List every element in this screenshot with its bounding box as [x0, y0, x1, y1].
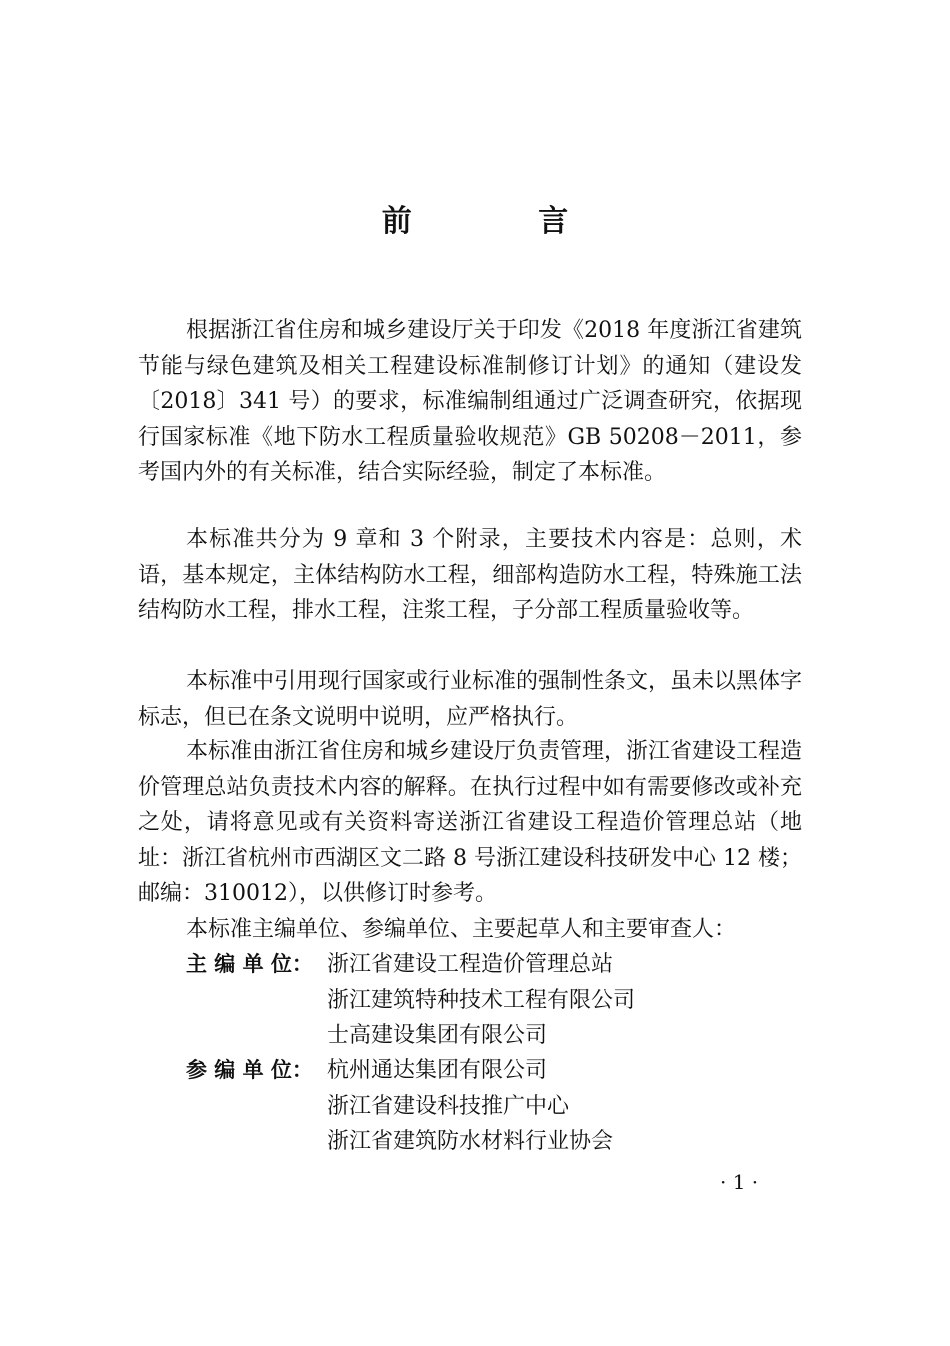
chief-unit-name: 浙江省建设工程造价管理总站	[327, 952, 614, 977]
paragraph-contributors-intro: 本标准主编单位、参编单位、主要起草人和主要审查人：	[186, 917, 737, 942]
page-number: · 1 ·	[720, 1170, 759, 1194]
paragraph-contents: 本标准共分为 9 章和 3 个附录，主要技术内容是：总则，术语，基本规定，主体结构防水工程，细部构造防水工程，特殊施工法结构防水工程，排水工程，注浆工程，子分部工程质量验收等。	[138, 527, 802, 623]
page-title: 前 言	[381, 204, 627, 239]
participating-unit-name: 浙江省建筑防水材料行业协会	[327, 1129, 614, 1154]
participating-unit-name: 杭州通达集团有限公司	[327, 1058, 548, 1083]
paragraph-basis: 根据浙江省住房和城乡建设厅关于印发《2018 年度浙江省建筑节能与绿色建筑及相关工程建设标准制修订计划》的通知（建设发〔2018〕341 号）的要求，标准编制组通过广泛调查研究，依据现行国家标准《地下防水工程质量验收规范》GB 50208－2011，参考国内外的有关标准，结合实际经验，制定了本标准。	[138, 318, 802, 485]
participating-units-list	[327, 1053, 613, 1160]
chief-unit-name: 浙江建筑特种技术工程有限公司	[327, 987, 636, 1013]
participating-unit-name: 浙江省建设科技推广中心	[327, 1093, 570, 1119]
paragraph-mandatory-clauses: 本标准中引用现行国家或行业标准的强制性条文，虽未以黑体字标志，但已在条文说明中说明，应严格执行。	[138, 669, 803, 730]
chief-unit-name: 士高建设集团有限公司	[327, 1023, 548, 1048]
chief-units-label: 主 编 单 位：	[186, 952, 313, 976]
paragraph-management: 本标准由浙江省住房和城乡建设厅负责管理，浙江省建设工程造价管理总站负责技术内容的解释。在执行过程中如有需要修改或补充之处，请将意见或有关资料寄送浙江省建设工程造价管理总站（地址：浙江省杭州市西湖区文二路 8 号浙江建设科技研发中心 12 楼；邮编：310012），以供修订时参考。	[138, 739, 803, 906]
participating-units-label: 参 编 单 位：	[186, 1058, 313, 1082]
chief-units-list	[327, 947, 635, 1054]
